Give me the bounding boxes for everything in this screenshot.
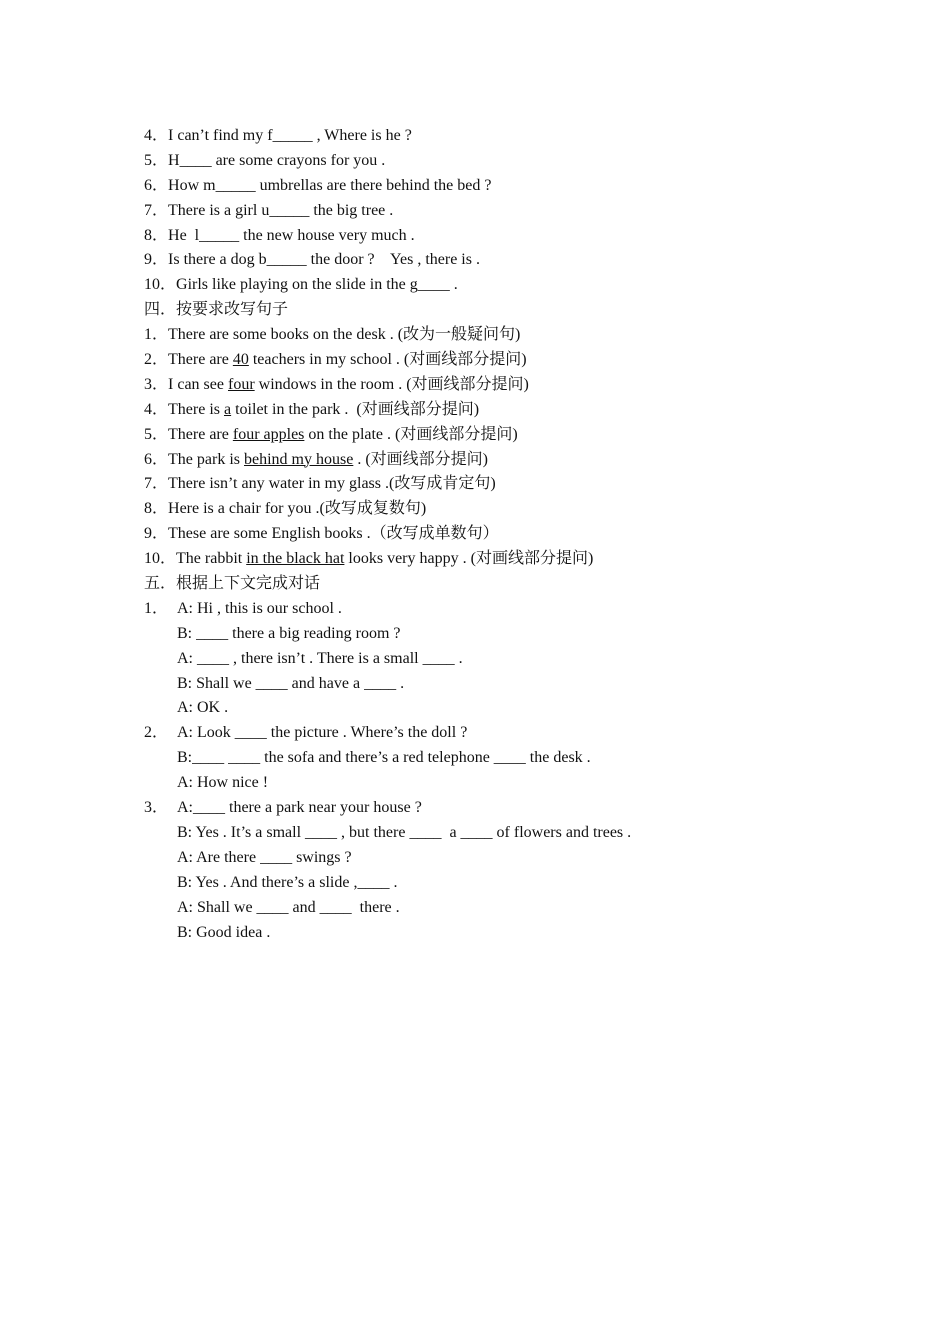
rewrite-item xyxy=(144,522,844,547)
item-text: There are xyxy=(168,351,233,369)
dialogue-text: A:____ there a park near your house ? xyxy=(177,799,422,817)
item-text: windows in the room . (对画线部分提问) xyxy=(254,375,529,393)
item-text: I can’t find my f_____ , Where is he ? xyxy=(168,127,412,144)
item-text: These are some English books .（改写成单数句） xyxy=(168,525,499,543)
underlined-text: four xyxy=(227,375,255,393)
section-5-heading: 五．根据上下文完成对话 xyxy=(144,575,321,593)
dialogue-text: A: Are there ____ swings ? xyxy=(177,848,352,866)
rewrite-item xyxy=(144,348,844,373)
item-number: 1． xyxy=(144,326,169,344)
item-text: He l_____ the new house very much . xyxy=(168,226,415,244)
dialogue-line xyxy=(144,821,844,846)
dialogue-text: A: OK . xyxy=(177,699,229,717)
item-number: 6． xyxy=(144,450,169,468)
dialogue-text: B: Yes . It’s a small ____ , but there ____ a ____ of flowers and trees . xyxy=(177,823,632,841)
dialogue-text: B: Yes . And there’s a slide ,____ . xyxy=(177,873,398,891)
item-text: Here is a chair for you .(改写成复数句) xyxy=(168,500,427,518)
rewrite-item xyxy=(144,423,844,448)
fill-in-item xyxy=(144,174,844,199)
dialogue-line xyxy=(144,597,844,622)
dialogue-text: A: Hi , this is our school . xyxy=(177,599,342,617)
dialogue-line xyxy=(144,622,844,647)
item-number: 5． xyxy=(144,425,169,443)
dialogue-number: 2． xyxy=(144,724,169,742)
fill-in-item xyxy=(144,273,844,298)
rewrite-item xyxy=(144,373,844,398)
rewrite-item xyxy=(144,497,844,522)
dialogue-text: B: ____ there a big reading room ? xyxy=(177,624,401,642)
dialogue-number: 1． xyxy=(144,599,169,617)
item-text: There is xyxy=(168,400,224,418)
dialogue-text: A: Shall we ____ and ____ there . xyxy=(177,898,400,916)
item-number: 7． xyxy=(144,201,169,219)
fill-in-item xyxy=(144,248,844,273)
item-number: 5． xyxy=(144,151,169,169)
item-number: 10． xyxy=(144,550,177,568)
item-number: 3． xyxy=(144,375,169,393)
rewrite-section xyxy=(144,323,844,572)
dialogue-line xyxy=(144,871,844,896)
item-text: There is a girl u_____ the big tree . xyxy=(168,201,394,219)
rewrite-item xyxy=(144,547,844,572)
dialogue-line xyxy=(144,846,844,871)
item-text: The park is xyxy=(168,450,244,468)
dialogue-text: A: ____ , there isn’t . There is a small ____ . xyxy=(177,649,463,667)
item-text: I can see xyxy=(168,375,228,393)
item-text: H____ are some crayons for you . xyxy=(168,151,386,169)
dialogue-line xyxy=(144,746,844,771)
fill-in-section xyxy=(144,124,844,298)
item-number: 8． xyxy=(144,500,169,518)
fill-in-item xyxy=(144,149,844,174)
item-text: There are xyxy=(168,425,233,443)
fill-in-item xyxy=(144,199,844,224)
dialogue-text: B:____ ____ the sofa and there’s a red telephone ____ the desk . xyxy=(177,749,591,767)
dialogue-section xyxy=(144,597,844,945)
item-number: 6． xyxy=(144,176,169,194)
item-text: . (对画线部分提问) xyxy=(353,450,488,468)
item-number: 7． xyxy=(144,475,169,493)
item-text: Girls like playing on the slide in the g____ . xyxy=(176,276,458,294)
item-number: 10． xyxy=(144,276,177,294)
item-text: How m_____ umbrellas are there behind the bed ? xyxy=(168,176,492,194)
dialogue-text: B: Shall we ____ and have a ____ . xyxy=(177,674,405,692)
dialogue-line xyxy=(144,771,844,796)
dialogue-text: A: Look ____ the picture . Where’s the doll ? xyxy=(177,724,468,742)
rewrite-item xyxy=(144,472,844,497)
item-text: There are some books on the desk . (改为一般疑问句) xyxy=(168,326,521,344)
item-number: 9． xyxy=(144,525,169,543)
rewrite-item xyxy=(144,448,844,473)
item-text: on the plate . (对画线部分提问) xyxy=(304,425,518,443)
rewrite-item xyxy=(144,323,844,348)
underlined-text: in the black hat xyxy=(246,550,345,568)
item-number: 2． xyxy=(144,351,169,369)
dialogue-line xyxy=(144,696,844,721)
underlined-text: a xyxy=(224,400,232,418)
item-text: toilet in the park . (对画线部分提问) xyxy=(231,400,480,418)
item-number: 4． xyxy=(144,127,169,144)
rewrite-item xyxy=(144,398,844,423)
underlined-text: behind my house xyxy=(244,450,354,468)
dialogue-line xyxy=(144,721,844,746)
worksheet-page xyxy=(144,124,844,945)
item-text: teachers in my school . (对画线部分提问) xyxy=(248,351,527,369)
dialogue-text: A: How nice ! xyxy=(177,774,269,792)
underlined-text: four apples xyxy=(232,425,305,443)
item-text: looks very happy . (对画线部分提问) xyxy=(344,550,594,568)
fill-in-item xyxy=(144,124,844,149)
dialogue-line xyxy=(144,796,844,821)
item-number: 9． xyxy=(144,251,169,269)
dialogue-line xyxy=(144,672,844,697)
item-number: 8． xyxy=(144,226,169,244)
item-text: Is there a dog b_____ the door ? Yes , there is . xyxy=(168,251,480,269)
dialogue-text: B: Good idea . xyxy=(177,923,271,941)
dialogue-number: 3． xyxy=(144,799,169,817)
dialogue-line xyxy=(144,647,844,672)
item-text: There isn’t any water in my glass .(改写成肯定句) xyxy=(168,475,496,493)
dialogue-line xyxy=(144,896,844,921)
section-4-heading: 四．按要求改写句子 xyxy=(144,301,289,319)
fill-in-item xyxy=(144,224,844,249)
dialogue-line xyxy=(144,921,844,946)
underlined-text: 40 xyxy=(232,351,249,369)
item-text: The rabbit xyxy=(176,550,247,568)
item-number: 4． xyxy=(144,400,169,418)
